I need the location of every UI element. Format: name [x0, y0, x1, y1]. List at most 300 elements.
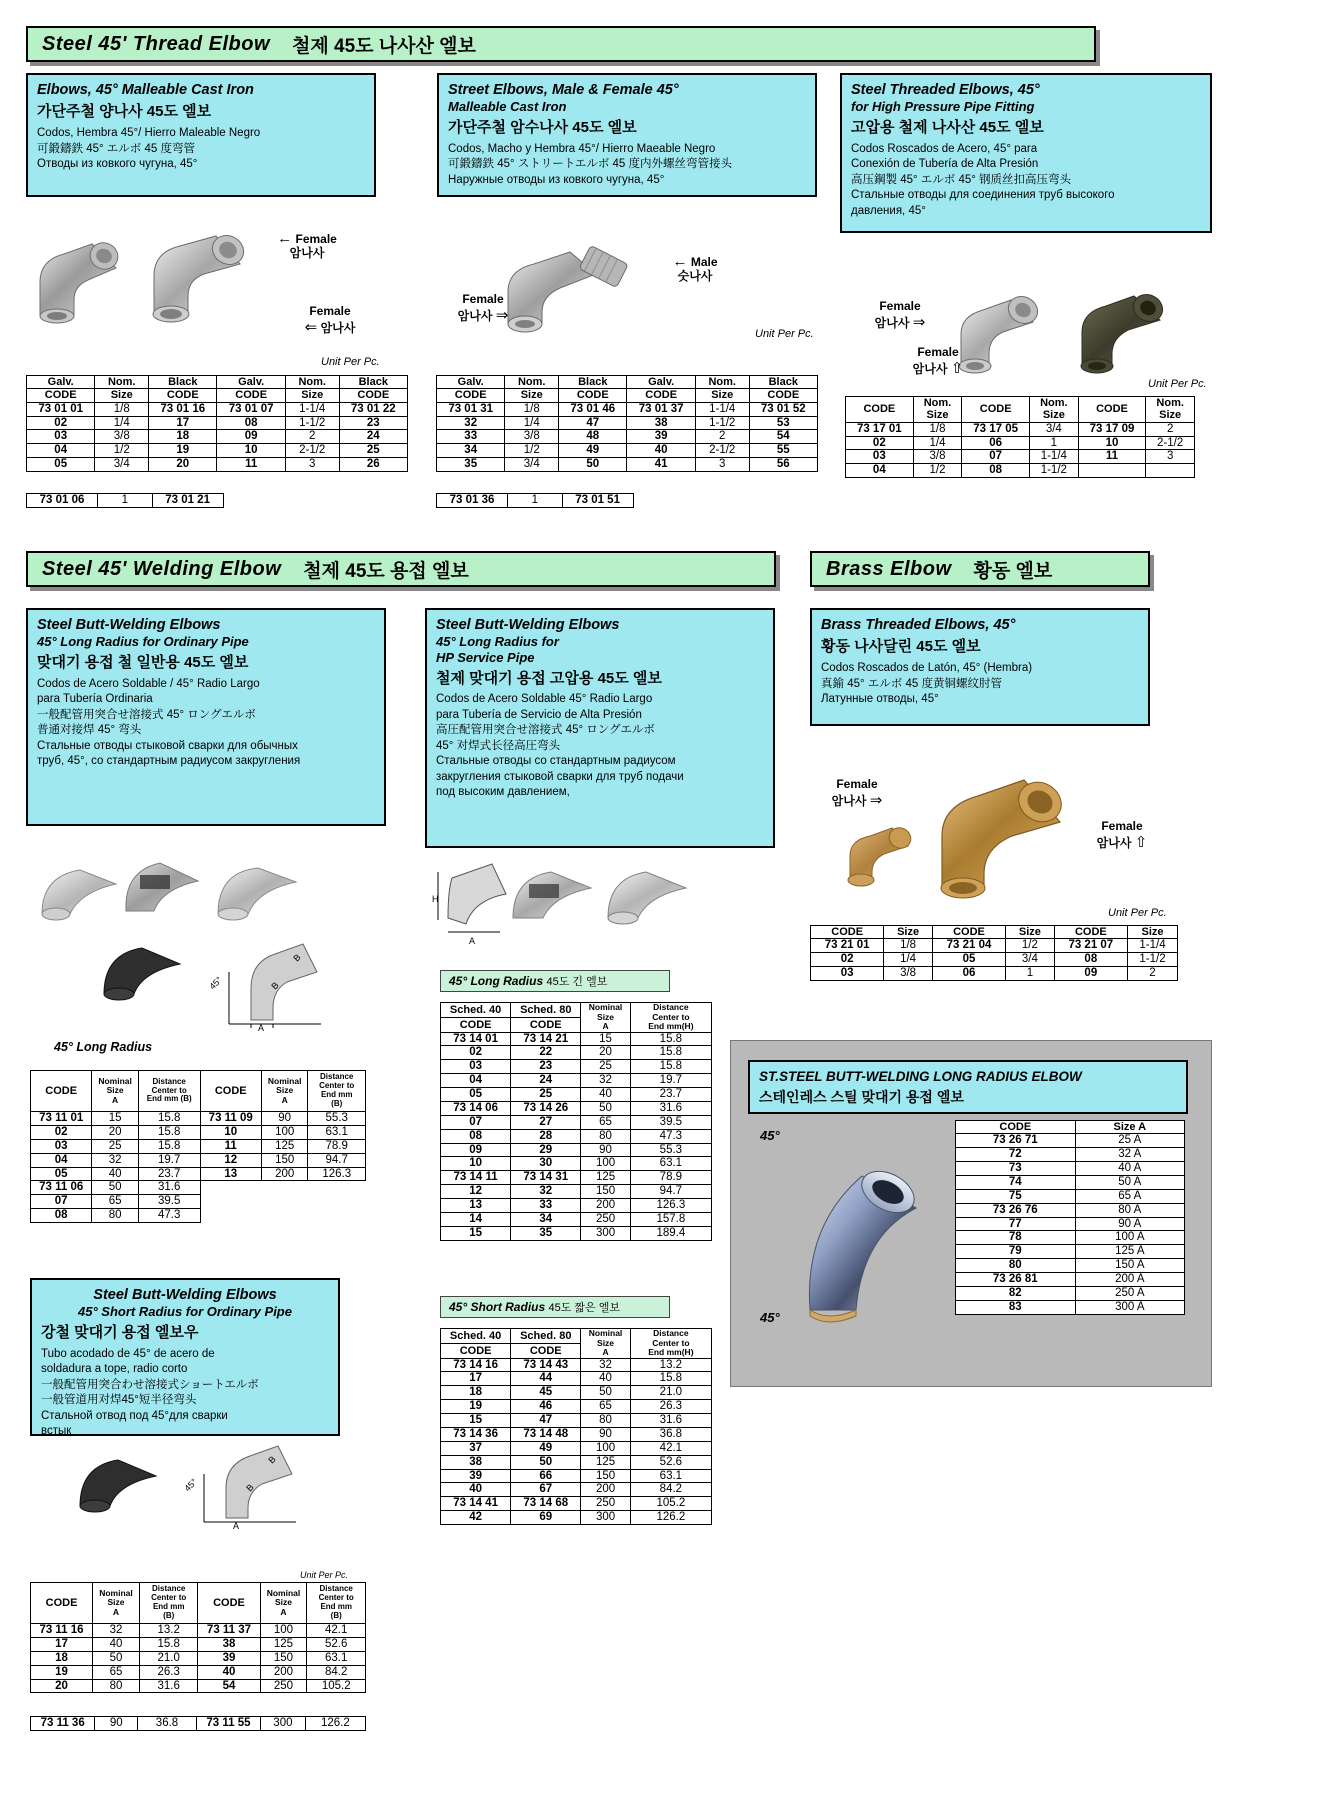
cell-code: 08	[217, 416, 285, 430]
table-row	[27, 458, 408, 472]
table-row	[846, 436, 1195, 450]
cell-code: 73 21 07	[1054, 939, 1127, 953]
info-line: 真鍮 45° エルボ 45 度黄铜螺纹肘管	[821, 677, 1002, 690]
cell-size: 25	[92, 1139, 139, 1153]
cell-size: 1/8	[884, 939, 932, 953]
cell-code: 40	[198, 1665, 260, 1679]
banner-steel-thread-elbow	[26, 26, 1096, 62]
table-row	[441, 1358, 712, 1372]
table-row	[31, 1679, 366, 1693]
cell-code: 10	[200, 1125, 261, 1139]
table-header-row	[441, 1329, 712, 1344]
table-row	[441, 1060, 712, 1074]
cell-distance: 126.2	[305, 1717, 365, 1731]
th-size: Size	[1128, 926, 1178, 939]
cell-code: 07	[962, 450, 1030, 464]
table-ordinary-short-radius	[30, 1582, 366, 1693]
info-title-kr: 스테인레스 스틸 맞대기 용접 엘보	[759, 1089, 964, 1106]
table-row	[27, 444, 408, 458]
cell-distance: 42.1	[630, 1441, 711, 1455]
table-row	[956, 1231, 1185, 1245]
photo-street-elbow	[500, 240, 630, 335]
cell-distance: 13.2	[630, 1358, 711, 1372]
table-row	[441, 1469, 712, 1483]
table-row	[441, 1226, 712, 1240]
cell-code: 05	[441, 1088, 511, 1102]
cell-distance: 36.8	[138, 1717, 197, 1731]
cell-empty	[223, 494, 289, 508]
cell-size: 40	[581, 1372, 630, 1386]
cell-code: 73 01 46	[559, 402, 627, 416]
unit-per-pc-steel-threaded: Unit Per Pc.	[1148, 378, 1207, 390]
cell-code: 53	[749, 416, 817, 430]
cell-size: 1	[507, 494, 562, 508]
cell-code: 73 11 37	[198, 1624, 260, 1638]
table-street-elbows	[436, 375, 818, 472]
label-lr-kr: 45도 긴 엘보	[546, 976, 608, 988]
cell-code: 07	[441, 1115, 511, 1129]
cell-size: 300	[581, 1511, 630, 1525]
table-header-row	[27, 376, 408, 389]
cell-distance: 78.9	[308, 1139, 366, 1153]
cell-code: 47	[511, 1414, 581, 1428]
table-header-row-2	[437, 389, 818, 402]
cell-size: 20	[92, 1125, 139, 1139]
info-line: Стальные отводы со стандартным радиусом	[436, 755, 676, 768]
table-row	[441, 1414, 712, 1428]
label-female-kr: 암나사	[457, 308, 493, 323]
cell-distance: 15.8	[630, 1372, 711, 1386]
table-header-row-2	[27, 389, 408, 402]
cell-code: 17	[149, 416, 217, 430]
label-female-en: Female	[295, 232, 337, 246]
table-row	[441, 1032, 712, 1046]
table-row	[441, 1483, 712, 1497]
info-line: Tubo acodado de 45° de acero de	[41, 1347, 215, 1360]
table-row	[846, 464, 1195, 478]
arrow-right-icon: ⇒	[495, 306, 509, 324]
cell-size: 3	[285, 458, 339, 472]
info-subtitle-en: Malleable Cast Iron	[448, 99, 567, 115]
th-code: CODE	[749, 389, 817, 402]
table-header-row	[441, 1003, 712, 1018]
cell-empty	[200, 1181, 261, 1195]
cell-distance: 47.3	[138, 1209, 200, 1223]
svg-text:H: H	[432, 894, 439, 904]
cell-code: 73 14 16	[441, 1358, 511, 1372]
info-title-kr: 고압용 철제 나사산 45도 엘보	[851, 118, 1044, 136]
cell-code: 49	[559, 444, 627, 458]
th-code: CODE	[1078, 397, 1146, 423]
cell-code: 75	[956, 1189, 1076, 1203]
cell-size: 1	[1029, 436, 1078, 450]
cell-size: 25	[581, 1060, 630, 1074]
cell-code: 03	[27, 430, 95, 444]
cell-code: 20	[149, 458, 217, 472]
photo-brass-elbow-large	[920, 770, 1080, 905]
info-line: Codos, Macho y Hembra 45°/ Hierro Maeable Negro	[448, 142, 716, 155]
cell-code: 11	[217, 458, 285, 472]
table-street-elbows-last-row	[436, 493, 818, 508]
cell-size: 150	[581, 1469, 630, 1483]
cell-empty	[1078, 464, 1146, 478]
th-nominal-size: Nominal Size A	[93, 1583, 140, 1624]
cell-code: 73 14 48	[511, 1427, 581, 1441]
cell-size: 300 A	[1075, 1300, 1184, 1314]
cell-distance: 15.8	[139, 1637, 198, 1651]
th-black: Black	[339, 376, 407, 389]
table-header-row	[31, 1071, 366, 1112]
cell-size: 3/4	[1006, 953, 1054, 967]
cell-size: 250 A	[1075, 1286, 1184, 1300]
cell-code: 73 21 01	[811, 939, 884, 953]
table-row	[441, 1199, 712, 1213]
cell-code: 02	[441, 1046, 511, 1060]
table-header-row	[846, 397, 1195, 423]
table-row	[441, 1143, 712, 1157]
info-line: 高圧配管用突合せ溶接式 45° ロングエルボ	[436, 724, 655, 737]
cell-code: 33	[511, 1199, 581, 1213]
th-code: CODE	[627, 389, 695, 402]
cell-size: 90	[95, 1717, 138, 1731]
table-header-row	[437, 376, 818, 389]
cell-code: 39	[198, 1651, 260, 1665]
info-line: Codos Roscados de Latón, 45° (Hembra)	[821, 662, 1033, 675]
info-line: para Tubería Ordinaria	[37, 693, 153, 706]
cell-code: 08	[1054, 953, 1127, 967]
table-row	[441, 1497, 712, 1511]
cell-distance: 105.2	[630, 1497, 711, 1511]
cell-code: 11	[200, 1139, 261, 1153]
cell-code: 14	[441, 1212, 511, 1226]
cell-empty	[308, 1209, 366, 1223]
cell-distance: 19.7	[630, 1074, 711, 1088]
cell-distance: 94.7	[308, 1153, 366, 1167]
table-row	[31, 1195, 366, 1209]
cell-code: 03	[31, 1139, 92, 1153]
cell-size: 2	[1128, 967, 1178, 981]
unit-per-pc-short-ordinary: Unit Per Pc.	[300, 1570, 349, 1580]
th-code: CODE	[811, 926, 884, 939]
th-code: CODE	[962, 397, 1030, 423]
info-line: 45° 对焊式长径高圧弯头	[436, 739, 561, 752]
arrow-right-icon: ⇒	[912, 313, 926, 331]
cell-code: 73 14 68	[511, 1497, 581, 1511]
table-stainless-steel-elbow	[955, 1120, 1185, 1315]
th-nom: Nom.	[695, 376, 749, 389]
cell-code: 35	[437, 458, 505, 472]
table-row	[956, 1175, 1185, 1189]
cell-size: 3/8	[505, 430, 559, 444]
cell-size: 1/2	[505, 444, 559, 458]
cell-code: 69	[511, 1511, 581, 1525]
info-title-kr: 철제 맞대기 용접 고압용 45도 엘보	[436, 669, 662, 687]
info-butt-welding-short-ordinary	[30, 1278, 340, 1436]
banner-title-kr: 황동 엘보	[973, 560, 1053, 582]
th-code: CODE	[217, 389, 285, 402]
cell-distance: 47.3	[630, 1129, 711, 1143]
cell-code: 19	[149, 444, 217, 458]
cell-code: 13	[441, 1199, 511, 1213]
table-row	[441, 1427, 712, 1441]
th-code: CODE	[559, 389, 627, 402]
info-title-kr: 가단주철 양나사 45도 엘보	[37, 103, 212, 121]
table-row	[437, 458, 818, 472]
table-row	[31, 1637, 366, 1651]
cell-code: 03	[811, 967, 884, 981]
cell-code: 18	[31, 1651, 93, 1665]
cell-size: 80	[581, 1129, 630, 1143]
cell-size: 1/4	[884, 953, 932, 967]
table-row	[956, 1300, 1185, 1314]
photo-short-radius-elbow	[72, 1450, 162, 1516]
cell-code: 32	[511, 1185, 581, 1199]
cell-distance: 126.3	[308, 1167, 366, 1181]
info-brass-threaded-elbows	[810, 608, 1150, 726]
cell-code: 73 14 26	[511, 1101, 581, 1115]
cell-code: 25	[339, 444, 407, 458]
info-line: Codos de Acero Soldable 45° Radio Largo	[436, 693, 653, 706]
cell-code: 03	[441, 1060, 511, 1074]
cell-size: 90	[581, 1427, 630, 1441]
cell-empty	[1146, 464, 1195, 478]
th-black: Black	[559, 376, 627, 389]
cell-code: 73 11 01	[31, 1112, 92, 1126]
cell-distance: 23.7	[630, 1088, 711, 1102]
cell-code: 73 11 09	[200, 1112, 261, 1126]
cell-code: 34	[511, 1212, 581, 1226]
banner-title-en: Steel 45' Welding Elbow	[42, 557, 282, 580]
info-lines	[448, 142, 806, 189]
cell-code: 67	[511, 1483, 581, 1497]
table-row	[956, 1134, 1185, 1148]
cell-code: 08	[441, 1129, 511, 1143]
table-row	[31, 1139, 366, 1153]
th-size-a: Size A	[1075, 1121, 1184, 1134]
th-code: CODE	[31, 1583, 93, 1624]
svg-text:A: A	[468, 936, 476, 946]
cell-size: 1/2	[1006, 939, 1054, 953]
cell-code: 78	[956, 1231, 1076, 1245]
info-line: 可鍛鑄鉄 45° ストリートエルボ 45 度内外螺丝弯管接头	[448, 158, 732, 171]
cell-code: 56	[749, 458, 817, 472]
cell-size: 100 A	[1075, 1231, 1184, 1245]
info-lines	[37, 677, 375, 770]
cell-code: 09	[441, 1143, 511, 1157]
cell-code: 06	[962, 436, 1030, 450]
info-line: Codos Roscados de Acero, 45° para	[851, 142, 1038, 155]
cell-code: 79	[956, 1245, 1076, 1259]
cell-code: 17	[441, 1372, 511, 1386]
cell-code: 29	[511, 1143, 581, 1157]
cell-code: 72	[956, 1148, 1076, 1162]
photo-weld-elbow-1	[36, 862, 122, 924]
info-title-en: Steel Butt-Welding Elbows	[436, 617, 620, 633]
cell-code: 73 14 31	[511, 1171, 581, 1185]
table-row	[956, 1148, 1185, 1162]
cell-size: 3	[1146, 450, 1195, 464]
cell-code: 46	[511, 1400, 581, 1414]
th-code: CODE	[200, 1071, 261, 1112]
th-size: Size	[285, 389, 339, 402]
info-line: труб, 45°, со стандартным радиусом закругления	[37, 755, 301, 768]
cell-size: 125	[260, 1637, 307, 1651]
cell-distance: 63.1	[307, 1651, 366, 1665]
cell-size: 250	[581, 1497, 630, 1511]
label-sr-en: 45° Short Radius	[449, 1300, 546, 1314]
cell-code: 39	[627, 430, 695, 444]
cell-code: 22	[511, 1046, 581, 1060]
cell-distance: 157.8	[630, 1212, 711, 1226]
table-row	[31, 1717, 366, 1731]
cell-empty	[261, 1195, 308, 1209]
info-steel-threaded-elbows	[840, 73, 1212, 233]
cell-distance: 26.3	[139, 1665, 198, 1679]
cell-empty	[308, 1195, 366, 1209]
th-code: CODE	[932, 926, 1005, 939]
banner-title-kr: 철제 45도 나사산 엘보	[292, 35, 476, 57]
cell-code: 73 11 55	[196, 1717, 260, 1731]
cell-code: 73 01 06	[27, 494, 98, 508]
cell-size: 150	[260, 1651, 307, 1665]
info-lines	[851, 142, 1201, 220]
cell-size: 100	[581, 1441, 630, 1455]
cell-distance: 55.3	[308, 1112, 366, 1126]
cell-code: 18	[441, 1386, 511, 1400]
cell-code: 73 14 43	[511, 1358, 581, 1372]
cell-size: 1-1/2	[695, 416, 749, 430]
cell-size: 80 A	[1075, 1203, 1184, 1217]
cell-size: 300	[261, 1717, 306, 1731]
arrow-up-icon: ⇧	[950, 359, 964, 377]
cell-size: 65	[581, 1400, 630, 1414]
th-code: CODE	[441, 1017, 511, 1032]
th-code: CODE	[198, 1583, 260, 1624]
table-row	[437, 402, 818, 416]
cell-code: 05	[31, 1167, 92, 1181]
cell-code: 07	[31, 1195, 92, 1209]
cell-code: 50	[511, 1455, 581, 1469]
cell-code: 73 01 22	[339, 402, 407, 416]
th-black: Black	[749, 376, 817, 389]
cell-size: 2	[285, 430, 339, 444]
cell-code: 49	[511, 1441, 581, 1455]
cell-code: 28	[511, 1129, 581, 1143]
info-title-kr: 맞대기 용접 철 일반용 45도 엘보	[37, 653, 249, 671]
table-row	[441, 1074, 712, 1088]
callout-female-street	[448, 293, 518, 324]
table-row	[441, 1046, 712, 1060]
cell-size: 1/8	[505, 402, 559, 416]
cell-size: 200 A	[1075, 1273, 1184, 1287]
info-lines	[821, 661, 1139, 708]
callout-male	[650, 253, 740, 284]
table-row	[956, 1286, 1185, 1300]
info-line: 一般配管用突合わせ溶接式ショートエルボ	[41, 1378, 259, 1391]
cell-code: 35	[511, 1226, 581, 1240]
callout-female-1	[262, 230, 352, 261]
cell-size: 1/4	[505, 416, 559, 430]
info-line: Codos, Hembra 45°/ Hierro Maleable Negro	[37, 127, 261, 140]
th-nominal-size: Nom. Size	[1146, 397, 1195, 423]
label-female-en: Female	[836, 777, 878, 791]
cell-size: 65	[581, 1115, 630, 1129]
info-street-elbows	[437, 73, 817, 197]
cell-code: 05	[27, 458, 95, 472]
cell-distance: 63.1	[630, 1157, 711, 1171]
table-hp-long-radius	[440, 1002, 712, 1241]
cell-code: 40	[627, 444, 695, 458]
cell-size: 1	[1006, 967, 1054, 981]
table-row	[811, 939, 1178, 953]
cell-code: 19	[441, 1400, 511, 1414]
cell-distance: 39.5	[138, 1195, 200, 1209]
cell-distance: 55.3	[630, 1143, 711, 1157]
caption-angle-top: 45°	[760, 1128, 780, 1143]
info-title-en: Street Elbows, Male & Female 45°	[448, 82, 679, 98]
cell-distance: 15.8	[138, 1125, 200, 1139]
th-sched80: Sched. 80	[511, 1329, 581, 1344]
th-nom: Nom.	[505, 376, 559, 389]
cell-size: 150	[261, 1153, 308, 1167]
cell-size: 3/4	[1029, 422, 1078, 436]
cell-code: 44	[511, 1372, 581, 1386]
cell-distance: 15.8	[630, 1060, 711, 1074]
cell-empty	[261, 1209, 308, 1223]
banner-title-kr: 철제 45도 용접 엘보	[303, 560, 469, 582]
cell-code: 73 14 06	[441, 1101, 511, 1115]
cell-size: 80	[93, 1679, 140, 1693]
cell-size: 32 A	[1075, 1148, 1184, 1162]
cell-code: 02	[846, 436, 914, 450]
cell-distance: 39.5	[630, 1115, 711, 1129]
cell-distance: 26.3	[630, 1400, 711, 1414]
th-code: CODE	[437, 389, 505, 402]
banner-brass-elbow	[810, 551, 1150, 587]
cell-size: 2	[1146, 422, 1195, 436]
diagram-45-long-radius	[205, 932, 330, 1032]
table-header-row	[811, 926, 1178, 939]
cell-size: 25 A	[1075, 1134, 1184, 1148]
th-size: Size	[695, 389, 749, 402]
info-title-en: Steel Butt-Welding Elbows	[93, 1287, 277, 1303]
cell-code: 04	[846, 464, 914, 478]
th-nominal-size: Nominal Size A	[261, 1071, 308, 1112]
th-code: CODE	[511, 1343, 581, 1358]
th-distance: Distance Center to End mm (B)	[138, 1071, 200, 1112]
th-distance: Distance Center to End mm(H)	[630, 1003, 711, 1033]
label-female-en: Female	[879, 299, 921, 313]
info-stainless-steel-elbow	[748, 1060, 1188, 1114]
table-row	[441, 1455, 712, 1469]
cell-distance: 84.2	[307, 1665, 366, 1679]
table-ordinary-short-radius-last	[30, 1716, 366, 1731]
cell-code: 73 26 76	[956, 1203, 1076, 1217]
cell-size: 250	[581, 1212, 630, 1226]
cell-empty	[200, 1209, 261, 1223]
table-row	[846, 450, 1195, 464]
photo-weld-elbow-2	[118, 855, 204, 921]
svg-text:B: B	[266, 1454, 278, 1466]
cell-code: 73 26 81	[956, 1273, 1076, 1287]
table-row	[31, 1181, 366, 1195]
svg-text:B: B	[244, 1482, 256, 1494]
table-brass-threaded-elbows	[810, 925, 1178, 981]
cell-code: 74	[956, 1175, 1076, 1189]
table-hp-short-radius	[440, 1328, 712, 1525]
th-code: CODE	[956, 1121, 1076, 1134]
table-ordinary-long-radius	[30, 1070, 366, 1223]
